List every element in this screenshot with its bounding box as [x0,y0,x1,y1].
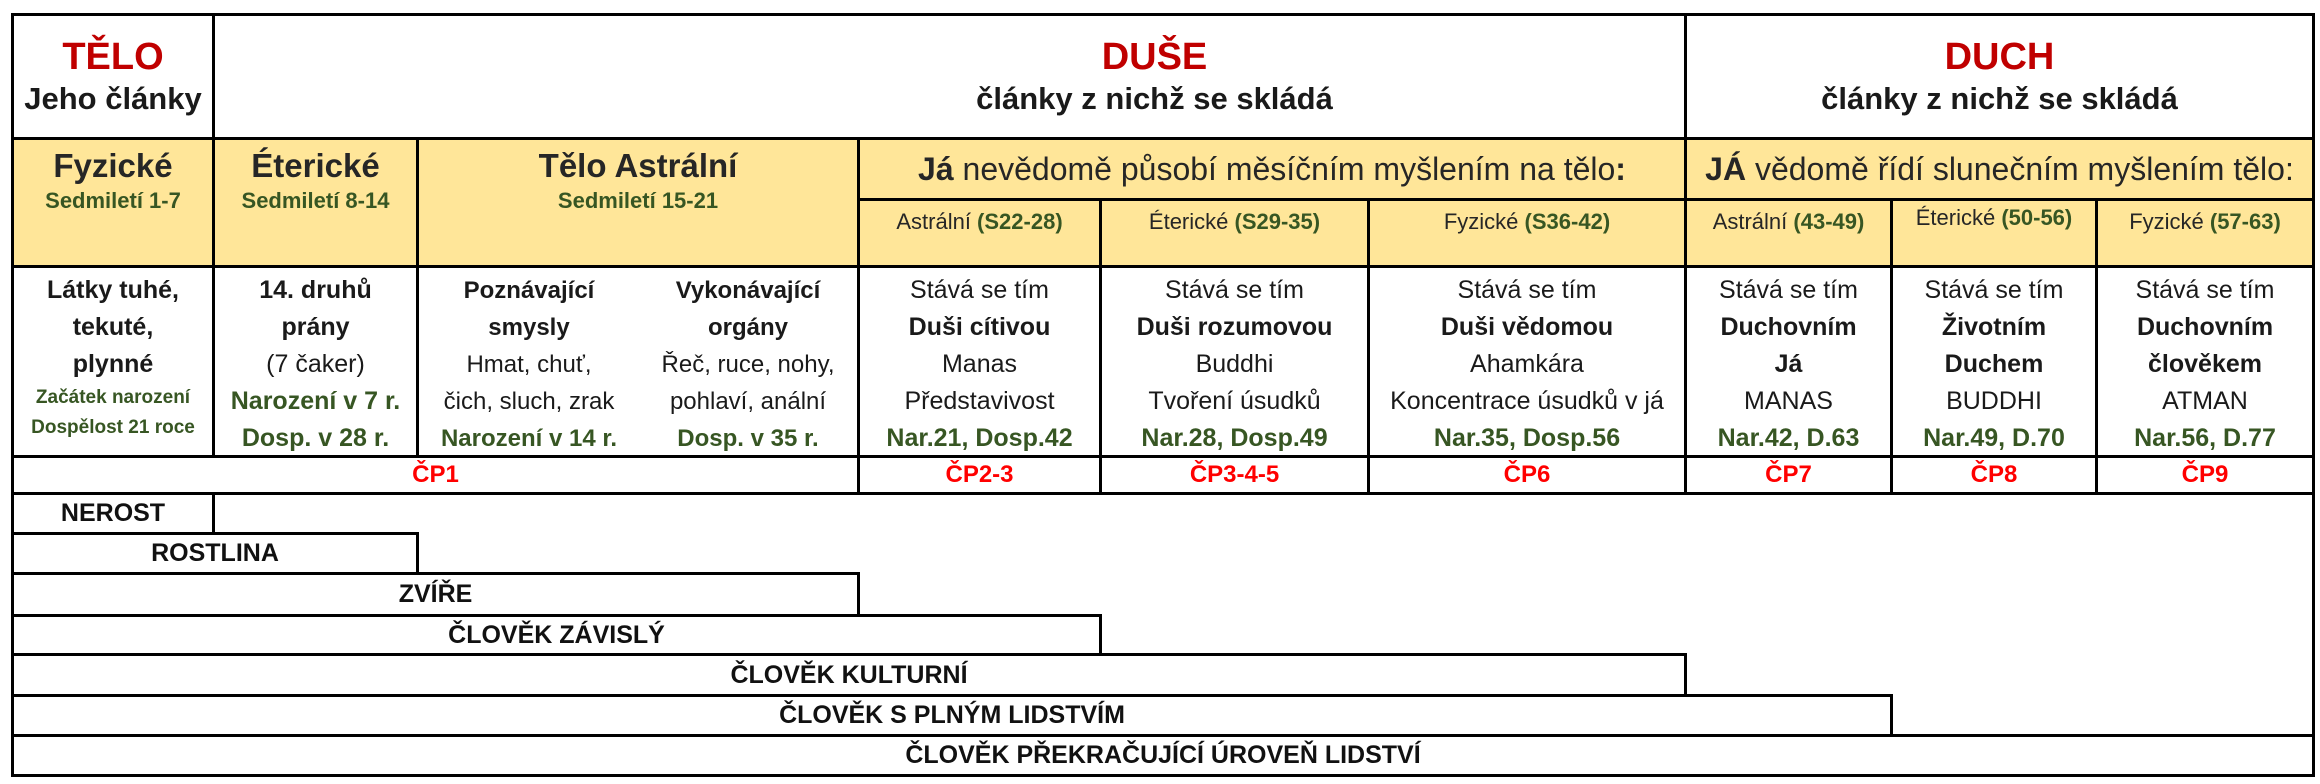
note-line: Dosp. v 35 r. [677,425,819,452]
telo-subtitle: Jeho články [24,80,202,116]
subheader-range: (S29-35) [1234,209,1321,234]
text-line: Představivost [904,387,1055,415]
astralni-label: Tělo Astrální [538,147,738,184]
duch-subtitle: články z nichž se skládá [1821,80,2178,116]
etericke-period: Sedmiletí 8-14 [241,188,390,213]
level-nerost: NEROST [11,492,215,535]
ja-sun-text [1705,149,2294,189]
text-line: Řeč, ruce, nohy, [661,351,835,378]
data-duse-citiva [857,265,1102,458]
text-line: 14. druhů [259,276,372,304]
text-line: Duši rozumovou [1136,313,1333,341]
text-line: pohlaví, anální [669,388,827,415]
text-line: Stává se tím [910,276,1049,304]
header-duse [212,13,1687,140]
text-line: BUDDHI [1946,387,2042,415]
text-line: Poznávající [463,277,595,304]
cp-cell-1: ČP1 [11,455,860,495]
text-line: Koncentrace úsudků v já [1390,387,1664,415]
subheader-label: Éterické [1148,209,1235,234]
duse-title: DUŠE [1101,35,1208,78]
text-line: Duši vědomou [1440,313,1614,341]
level-clovek-prekracujici: ČLOVĚK PŘEKRAČUJÍCÍ ÚROVEŇ LIDSTVÍ [11,734,2315,777]
text-line: Stává se tím [1924,276,2064,304]
subheader-text [896,207,1062,237]
text-line: Manas [941,350,1018,378]
ages-line: Nar.28, Dosp.49 [1141,424,1328,452]
data-etericke [212,265,419,458]
ja-moon-text [918,149,1626,189]
subheader-label: Astrální [896,209,978,234]
text-line: Duši cítivou [908,313,1051,341]
data-duch-atman [2095,265,2315,458]
table-right-border [2312,492,2315,774]
text-line: orgány [707,314,788,341]
text-line: prány [281,313,350,341]
subheader-text [1444,207,1610,237]
astralni-period: Sedmiletí 15-21 [557,188,719,213]
level-clovek-zavisly: ČLOVĚK ZÁVISLÝ [11,614,1102,656]
data-poznavajici [419,268,639,457]
text-line: čich, sluch, zrak [443,388,615,415]
subheader-label: Fyzické [2129,209,2210,234]
body-etericke [212,137,419,268]
cp-cell-6: ČP6 [1367,455,1687,495]
data-astralni [416,265,860,458]
ja-sun-header [1684,137,2315,201]
ages-line: Nar.21, Dosp.42 [886,424,1073,452]
text-line: Tvoření úsudků [1148,387,1321,415]
text-line: MANAS [1744,387,1833,415]
note-line: Dospělost 21 roce [31,417,195,438]
header-telo [11,13,215,140]
note-line: Dosp. v 28 r. [241,424,390,452]
telo-title: TĚLO [62,35,164,78]
ja-moon-bold: Já [918,151,954,187]
text-line: smysly [488,314,570,341]
subheader-etericke-50 [1890,198,2098,268]
fyzicke-period: Sedmiletí 1-7 [45,188,181,213]
cp-cell-9: ČP9 [2095,455,2315,495]
subheader-text [1713,207,1865,237]
subheader-label: Fyzické [1443,209,1525,234]
subheader-text [2129,207,2281,237]
fyzicke-label: Fyzické [53,147,173,184]
subheader-range: (43-49) [1793,209,1865,234]
data-vykonavajici [639,268,857,457]
ages-line: Nar.35, Dosp.56 [1433,424,1621,452]
subheader-astralni-s22 [857,198,1102,268]
text-line: Já [1774,350,1803,378]
data-duch-manas [1684,265,1893,458]
subheader-text [1149,207,1320,237]
duch-title: DUCH [1944,35,2055,78]
text-line: Duchem [1944,350,2044,378]
note-line: Narození v 7 r. [230,387,401,415]
text-line: Duchovním [1720,313,1857,341]
text-line: ATMAN [2162,387,2248,415]
ja-moon-rest: nevědomě působí měsíčním myšlením na tělo [953,151,1616,187]
text-line: Látky tuhé, [47,276,179,304]
subheader-range: (57-63) [2209,209,2281,234]
subheader-label: Astrální [1712,209,1794,234]
header-duch [1684,13,2315,140]
subheader-fyzicke-57 [2095,198,2315,268]
text-line: (7 čaker) [266,350,365,378]
data-duse-rozumova [1099,265,1370,458]
body-fyzicke [11,137,215,268]
body-astralni [416,137,860,268]
text-line: Hmat, chuť, [466,351,592,378]
subheader-astralni-43 [1684,198,1893,268]
subheader-text [1916,203,2073,233]
text-line: tekuté, [72,313,154,341]
duse-subtitle: články z nichž se skládá [976,80,1333,116]
text-line: Stává se tím [2135,276,2275,304]
ja-sun-rest: vědomě řídí slunečním myšlením tělo: [1746,151,2294,187]
ages-line: Nar.42, D.63 [1717,424,1860,452]
subheader-fyzicke-s36 [1367,198,1687,268]
subheader-range: (50-56) [2001,205,2073,230]
text-line: člověkem [2148,350,2262,378]
text-line: Duchovním [2136,313,2274,341]
ja-moon-header [857,137,1687,201]
text-line: Stává se tím [1719,276,1858,304]
text-line: Vykonávající [675,277,821,304]
level-clovek-kulturni: ČLOVĚK KULTURNÍ [11,653,1687,697]
text-line: Buddhi [1195,350,1274,378]
data-duch-buddhi [1890,265,2098,458]
data-duse-vedoma [1367,265,1687,458]
cp-cell-8: ČP8 [1890,455,2098,495]
ja-moon-colon: : [1615,151,1626,187]
subheader-etericke-s29 [1099,198,1370,268]
cp-cell-3-4-5: ČP3-4-5 [1099,455,1370,495]
ages-line: Nar.56, D.77 [2134,424,2276,452]
level-zvire: ZVÍŘE [11,572,860,617]
subheader-label: Éterické [1915,205,2002,230]
text-line: Ahamkára [1470,350,1584,378]
text-line: Životním [1941,313,2047,341]
data-fyzicke [11,265,215,458]
ages-line: Nar.49, D.70 [1923,424,2065,452]
etericke-label: Éterické [251,147,380,184]
note-line: Začátek narození [35,387,191,408]
subheader-range: (S36-42) [1524,209,1611,234]
cp-cell-2-3: ČP2-3 [857,455,1102,495]
level-clovek-plne-lidstvi: ČLOVĚK S PLNÝM LIDSTVÍM [11,694,1893,737]
text-line: Stává se tím [1165,276,1304,304]
ja-sun-bold: JÁ [1705,151,1747,187]
text-line: plynné [72,350,154,378]
text-line: Stává se tím [1457,276,1597,304]
level-rostlina: ROSTLINA [11,532,419,575]
cp-cell-7: ČP7 [1684,455,1893,495]
note-line: Narození v 14 r. [440,425,618,452]
subheader-range: (S22-28) [977,209,1063,234]
